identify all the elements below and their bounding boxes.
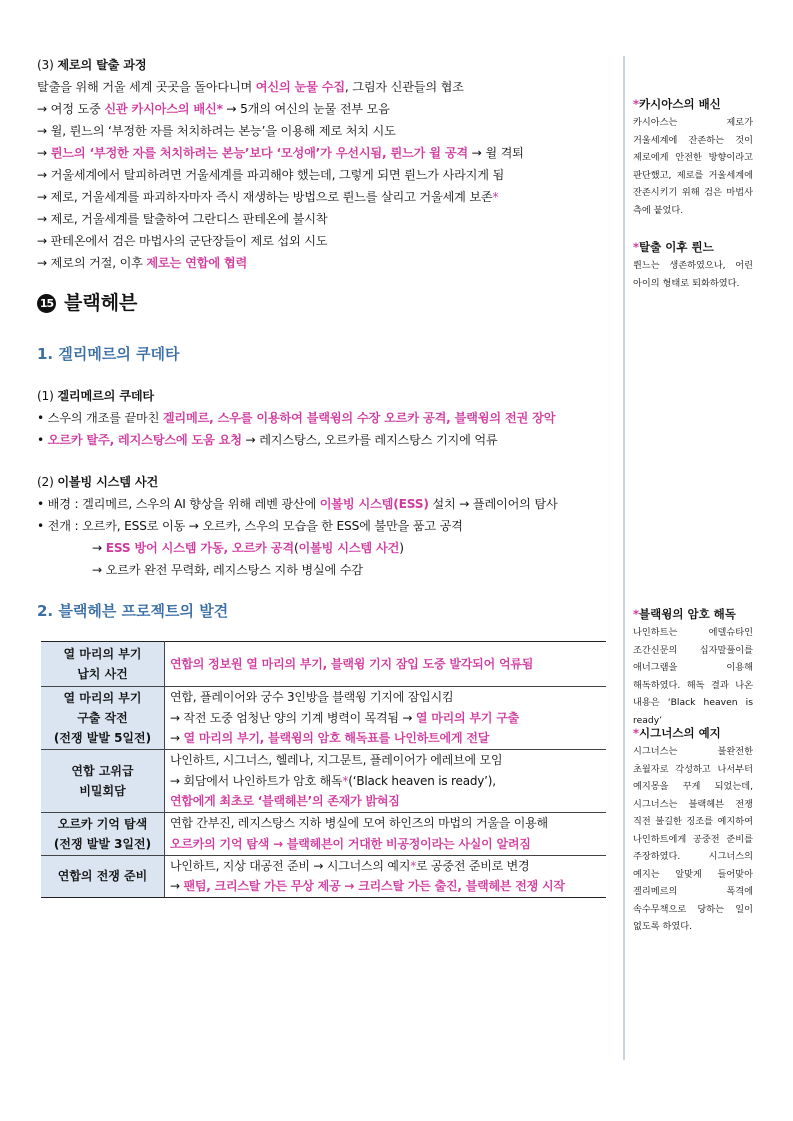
row-header-line: 납치 사건 [77, 667, 128, 681]
sub1-heading [37, 388, 154, 404]
row-header [41, 642, 165, 687]
text: ( [293, 541, 299, 555]
text: 연합 간부진, 레지스탕스 지하 병실에 모여 하인즈의 마법의 거울을 이용해 [170, 816, 548, 830]
text: 연합, 플레이어와 궁수 3인방을 블랙윙 기지에 잠입시킴 [170, 690, 454, 705]
row-content [165, 855, 607, 897]
bullet-continuation [92, 540, 404, 556]
highlight-text: 제로는 연합에 협력 [146, 256, 248, 270]
content-line [170, 728, 606, 749]
text: • [37, 433, 48, 447]
text: → 윌, 륀느의 ‘부정한 자를 처치하려는 본능’을 이용해 제로 처치 시도 [37, 124, 396, 138]
bullet-item [37, 496, 558, 512]
content-line [170, 687, 606, 708]
sidebar-divider [623, 56, 625, 1060]
note-title-text: 카시아스의 배신 [639, 97, 721, 111]
note-title-text: 시그너스의 예지 [639, 726, 721, 740]
text: → 오르카 완전 무력화, 레지스탕스 지하 병실에 수감 [92, 563, 363, 577]
highlight-text: 오르카의 기억 탐색 → 블랙헤븐이 거대한 비공정이라는 사실이 알려짐 [170, 836, 531, 851]
highlight-text: 신관 카시아스의 배신* [104, 102, 223, 116]
sidebar-note [633, 239, 753, 292]
row-header-line: 비밀회담 [79, 783, 126, 798]
row-header [41, 855, 165, 897]
escape-line [37, 255, 247, 271]
text: • 배경 : 겔리메르, 스우의 AI 향상을 위해 레벤 광산에 [37, 497, 320, 511]
text: → [170, 731, 184, 746]
text: → [170, 879, 184, 893]
content-line [170, 791, 606, 812]
text: 탈출을 위해 거울 세계 곳곳을 돌아다니며 [37, 80, 256, 94]
footnote-asterisk: * [633, 726, 640, 740]
escape-line [37, 123, 396, 139]
highlight-text: 여신의 눈물 수집 [255, 80, 345, 94]
content-line [170, 813, 606, 834]
table-row [41, 812, 606, 855]
heading-text: 겔리메르의 쿠데타 [57, 389, 154, 403]
escape-line [37, 101, 390, 117]
footnote-asterisk: * [342, 773, 349, 788]
content-line [170, 654, 606, 675]
table-row [41, 855, 606, 897]
bullet-item [37, 410, 555, 426]
row-header [41, 812, 165, 855]
bullet-item [37, 432, 498, 448]
note-title [633, 239, 753, 255]
text: → 작전 도중 엄청난 양의 기계 병력이 목격됨 → [170, 710, 416, 725]
row-header-line: 연합 고위급 [71, 763, 134, 778]
section-heading-escape [37, 57, 146, 73]
content-line [170, 708, 606, 729]
text: → 판테온에서 검은 마법사의 군단장들이 제로 섭외 시도 [37, 234, 328, 248]
content-line [170, 750, 606, 771]
note-title-text: 탈출 이후 륀느 [639, 240, 714, 254]
highlight-text: 오르카 탈주, 레지스탕스에 도움 요청 [47, 433, 242, 447]
bullet-item [37, 518, 463, 534]
highlight-text: 이볼빙 시스템 사건 [298, 541, 400, 555]
text: 나인하트, 지상 대공전 준비 → 시그너스의 예지 [170, 858, 411, 873]
heading-prefix: (2) [37, 475, 58, 489]
text: → 회담에서 나인하트가 암호 해독 [170, 773, 343, 788]
footnote-asterisk: * [492, 190, 499, 204]
content-line [170, 856, 606, 877]
content-line [170, 876, 606, 897]
note-title [633, 606, 753, 622]
highlight-text: 열 마리의 부기 구출 [415, 710, 519, 725]
highlight-text: 겔리메르, 스우를 이용하여 블랙윙의 수장 오르카 공격, 블랙윙의 전권 장악 [162, 411, 556, 425]
note-body: 륀느는 생존하였으나, 어린 아이의 형태로 퇴화하였다. [633, 260, 753, 289]
escape-intro [37, 79, 464, 95]
chapter-title-text: 블랙헤븐 [64, 292, 138, 314]
highlight-text: 이볼빙 시스템(ESS) [319, 497, 429, 511]
row-content [165, 750, 607, 813]
note-title-text: 블랙윙의 암호 해독 [639, 607, 736, 621]
text: → [92, 541, 106, 555]
table-row [41, 750, 606, 813]
escape-line [37, 233, 327, 249]
text: , 그림자 신관들의 협조 [344, 80, 464, 94]
text: → 제로, 거울세계를 파괴하자마자 즉시 재생하는 방법으로 륀느를 살리고 거울세계 보존 [37, 190, 493, 204]
text: 로 공중전 준비로 변경 [416, 858, 530, 873]
bullet-continuation [92, 562, 363, 578]
heading-prefix: (1) [37, 389, 58, 403]
text: → 제로, 거울세계를 탈출하여 그란디스 판테온에 불시착 [37, 212, 328, 226]
escape-line [37, 189, 498, 205]
part1-title: 1. 겔리메르의 쿠데타 [37, 345, 180, 363]
text: → 레지스탕스, 오르카를 레지스탕스 기지에 억류 [241, 433, 498, 447]
row-content [165, 812, 607, 855]
text: → 제로의 거절, 이후 [37, 256, 147, 270]
row-header [41, 687, 165, 750]
note-body: 나인하트는 에델슈타인 조간신문의 십자말풀이를 애너그램을 이용해 해독하였다. 해독 결과 나온 내용은 ‘Black heaven is ready’ [633, 627, 753, 726]
escape-line [37, 211, 327, 227]
sidebar-note [633, 725, 753, 936]
heading-prefix: (3) [37, 58, 58, 72]
footnote-asterisk: * [410, 858, 417, 873]
row-header-line: 오르카 기억 탐색 [57, 816, 148, 831]
note-title [633, 725, 753, 741]
row-header-line: 열 마리의 부기 [63, 647, 142, 661]
row-content [165, 642, 607, 687]
highlight-text: ESS 방어 시스템 가동, 오르카 공격 [105, 541, 294, 555]
text: → 윌 격퇴 [468, 146, 524, 160]
note-body: 카시아스는 제로가 거울세계에 잔존하는 것이 제로에게 안전한 방향이라고 판단했고, 제로를 거울세계에 잔존시키기 위해 검은 마법사 측에 붙었다. [633, 117, 753, 216]
row-header-line: (전쟁 발발 5일전) [53, 731, 152, 745]
sub2-heading [37, 474, 158, 490]
heading-text: 제로의 탈출 과정 [57, 58, 147, 72]
row-header [41, 750, 165, 813]
text: • 전개 : 오르카, ESS로 이동 → 오르카, 스우의 모습을 한 ESS에 불만을 품고 공격 [37, 519, 463, 533]
row-header-line: 열 마리의 부기 [63, 691, 142, 705]
row-header-line: 연합의 전쟁 준비 [57, 869, 148, 883]
highlight-text: 륀느의 ‘부정한 자를 처치하려는 본능’보다 ‘모성애’가 우선시됨, 륀느가 윌 공격 [50, 146, 468, 160]
content-line [170, 771, 606, 792]
highlight-text: 연합에게 최초로 ‘블랙헤븐’의 존재가 밝혀짐 [170, 794, 400, 808]
escape-line [37, 167, 504, 183]
highlight-text: 팬텀, 크리스탈 가든 무상 제공 → 크리스탈 가든 출진, 블랙헤븐 전쟁 시작 [183, 879, 565, 893]
text: → 5개의 여신의 눈물 전부 모음 [222, 102, 390, 116]
text: 설치 → 플레이어의 탐사 [428, 497, 558, 511]
sidebar-note [633, 606, 753, 729]
highlight-text: 연합의 정보원 열 마리의 부기, 블랙윙 기지 잠입 도중 발각되어 억류됨 [170, 656, 534, 671]
sidebar-note [633, 96, 753, 219]
text: 나인하트, 시그너스, 헬레나, 지그문트, 플레이어가 에레브에 모임 [170, 753, 503, 767]
note-body: 시그너스는 불완전한 초월자로 각성하고 나서부터 예지몽을 꾸게 되었는데, 시그너스는 블랙헤븐 전쟁 직전 불길한 징조를 예지하여 나인하트에게 공중전 준비를 주장하였다. 시그너스의 예지는 알맞게 들어맞아 겔리메르의 폭격에 속수무책으로 당하는 일이 없도록 하였다. [633, 746, 753, 932]
circled-number-icon: 15 [37, 294, 56, 313]
heading-text: 이볼빙 시스템 사건 [57, 475, 159, 489]
part2-title: 2. 블랙헤븐 프로젝트의 발견 [37, 602, 229, 620]
escape-line [37, 145, 524, 161]
footnote-asterisk: * [633, 240, 640, 254]
text: • 스우의 개조를 끝마친 [37, 411, 163, 425]
row-header-line: (전쟁 발발 3일전) [53, 836, 152, 851]
blackheaven-discovery-table [41, 641, 606, 898]
table-row [41, 642, 606, 687]
text: → 여정 도중 [37, 102, 105, 116]
footnote-asterisk: * [633, 607, 640, 621]
footnote-asterisk: * [633, 97, 640, 111]
text: (‘Black heaven is ready’), [348, 773, 496, 788]
highlight-text: 열 마리의 부기, 블랙윙의 암호 해독표를 나인하트에게 전달 [183, 731, 490, 746]
text: → 거울세계에서 탈피하려면 거울세계를 파괴해야 했는데, 그렇게 되면 륀느가 사라지게 됨 [37, 168, 505, 182]
row-header-line: 구출 작전 [77, 711, 128, 725]
row-content [165, 687, 607, 750]
chapter-title [37, 288, 137, 315]
table-row [41, 687, 606, 750]
text: ) [399, 541, 404, 555]
content-line [170, 834, 606, 855]
note-title [633, 96, 753, 112]
text: → [37, 146, 51, 160]
